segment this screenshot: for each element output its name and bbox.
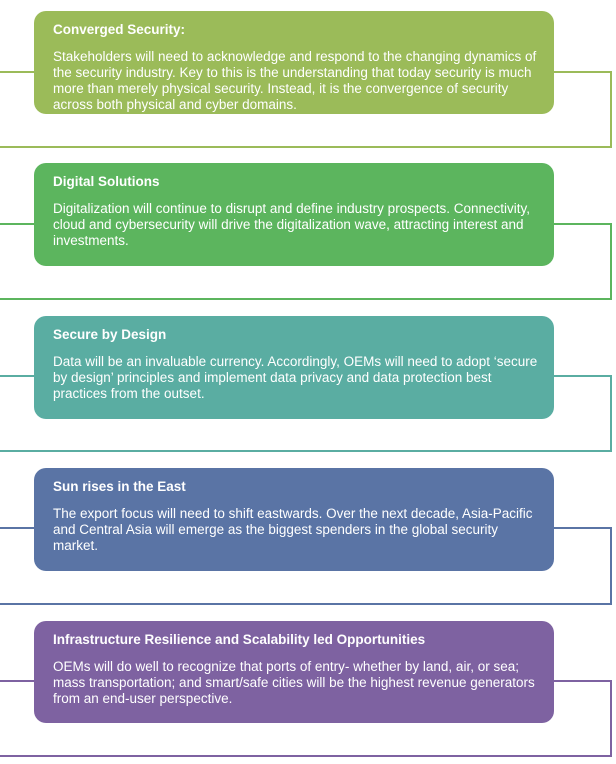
card-title: Digital Solutions [53, 174, 160, 189]
card-body: Digitalization will continue to disrupt and define industry prospects. Connectivity, cloud and cybersecurity will drive the digitalization wave, attracting interest and investments. [53, 201, 530, 248]
card-body: Data will be an invaluable currency. Accordingly, OEMs will need to adopt ‘secure by design’ principles and implement data privacy and data protection best practices from the outset. [53, 354, 538, 401]
card-body: Stakeholders will need to acknowledge and respond to the changing dynamics of the security industry. Key to this is the understanding that today security is much more than merely physical security. Instead, it is the convergence of security across both physical and cyber domains. [53, 49, 537, 112]
card-body: OEMs will do well to recognize that ports of entry- whether by land, air, or sea; mass transportation; and smart/safe cities will be the highest revenue generators from an end-user perspective. [53, 659, 535, 706]
card-title: Secure by Design [53, 327, 167, 342]
card-title: Converged Security: [53, 22, 186, 37]
card-sun-rises-in-the-east [34, 468, 554, 571]
card-converged-security [34, 11, 554, 114]
card-title: Sun rises in the East [53, 479, 186, 494]
card-secure-by-design [34, 316, 554, 419]
card-infrastructure-resilience [34, 621, 554, 723]
card-digital-solutions [34, 163, 554, 266]
card-body: The export focus will need to shift eastwards. Over the next decade, Asia-Pacific and Central Asia will emerge as the biggest spenders in the global security market. [53, 506, 533, 553]
card-title: Infrastructure Resilience and Scalability led Opportunities [53, 632, 426, 647]
